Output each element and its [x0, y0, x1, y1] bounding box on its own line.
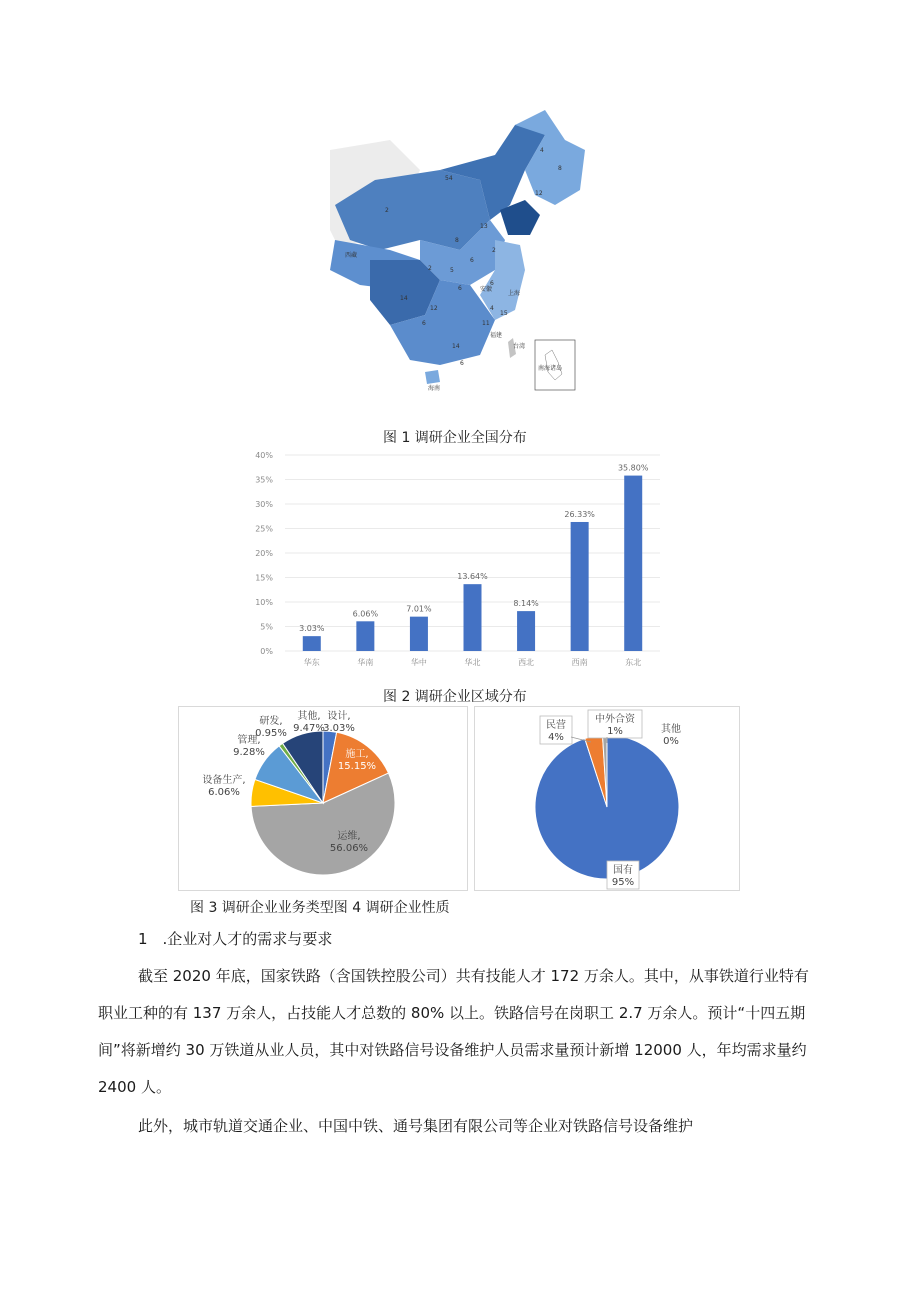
bar: [571, 522, 589, 651]
bar: [464, 584, 482, 651]
y-tick-label: 30%: [255, 500, 273, 509]
figure3-4-caption: 图 3 调研企业业务类型图 4 调研企业性质: [190, 900, 450, 916]
pie-slice-value: 3.03%: [323, 723, 355, 734]
paragraph-line: 职业工种的有 137 万余人，占技能人才总数的 80% 以上。铁路信号在岗职工 2.7 万余人。预计“十四五期: [98, 1004, 806, 1022]
pie-slice-value: 1%: [607, 726, 623, 737]
bar: [624, 476, 642, 651]
pie-slice-label: 其他: [661, 724, 681, 735]
pie-slice-value: 9.47%: [293, 723, 325, 734]
map-value-label: 6: [470, 257, 474, 264]
bar-value-label: 3.03%: [299, 624, 325, 634]
bar-value-label: 26.33%: [564, 509, 595, 519]
pie-slice-value: 0.95%: [255, 728, 287, 739]
map-value-label: 8: [455, 237, 459, 244]
bar: [303, 636, 321, 651]
y-tick-label: 35%: [255, 475, 273, 485]
map-value-label: 4: [490, 305, 494, 312]
paragraph-line: 截至 2020 年底，国家铁路（含国铁控股公司）共有技能人才 172 万余人。其中，从事铁道行业特有: [138, 967, 809, 985]
map-region-hainan: [425, 370, 440, 384]
y-tick-label: 0%: [260, 647, 273, 656]
pie-slice-label: 设备生产,: [202, 775, 246, 786]
pie-slice-label: 管理,: [237, 735, 261, 746]
figure4-frame: [474, 706, 740, 891]
enterprise-nature-pie-chart: [475, 707, 739, 890]
x-category-label: 华南: [357, 658, 374, 667]
pie-slice-value: 56.06%: [329, 843, 369, 854]
map-value-label: 14: [400, 295, 408, 302]
map-value-label: 5: [450, 267, 454, 274]
pie-slice-value: 95%: [611, 877, 635, 888]
pie-slice-value: 4%: [548, 732, 564, 743]
map-value-label: 2: [492, 247, 496, 254]
x-category-label: 西南: [571, 658, 588, 667]
pie-slice-label: 设计,: [327, 711, 351, 722]
map-value-label: 6: [422, 320, 426, 327]
figure3-frame: [178, 706, 468, 891]
pie-slice-label: 研发,: [259, 716, 283, 727]
bar-value-label: 8.14%: [513, 599, 539, 609]
pie-slice-value: 6.06%: [208, 787, 240, 798]
map-place-label: 福建: [490, 332, 503, 339]
x-category-label: 华东: [303, 658, 320, 667]
china-distribution-map: [330, 110, 590, 400]
map-value-label: 2: [385, 207, 389, 214]
x-category-label: 华北: [464, 658, 481, 667]
paragraph-line: 此外，城市轨道交通企业、中国中铁、通号集团有限公司等企业对铁路信号设备维护: [138, 1117, 694, 1135]
x-category-label: 华中: [410, 658, 427, 667]
y-tick-label: 40%: [255, 451, 273, 460]
y-tick-label: 5%: [260, 622, 273, 632]
bar-value-label: 13.64%: [457, 572, 488, 582]
pie-slice-label: 施工,: [345, 749, 369, 760]
map-place-label: 台湾: [513, 343, 526, 350]
section-heading: 1 .企业对人才的需求与要求: [138, 930, 333, 948]
map-value-label: 4: [540, 147, 544, 154]
map-value-label: 54: [445, 175, 453, 182]
y-tick-label: 25%: [255, 524, 273, 534]
map-place-label: 南海诸岛: [538, 365, 563, 372]
map-value-label: 2: [428, 265, 432, 272]
map-value-label: 12: [535, 190, 543, 197]
x-category-label: 西北: [518, 658, 535, 667]
bar-value-label: 6.06%: [352, 609, 379, 619]
map-value-label: 15: [500, 310, 508, 317]
map-value-label: 6: [460, 360, 464, 367]
pie-slice-label: 民营: [546, 720, 566, 731]
y-tick-label: 20%: [255, 549, 273, 558]
pie-slice-value: 0%: [663, 736, 679, 747]
map-value-label: 13: [480, 223, 488, 230]
pie-slice-label: 其他,: [297, 711, 321, 722]
bar: [410, 617, 428, 651]
map-value-label: 12: [430, 305, 438, 312]
map-place-label: 安徽: [480, 286, 493, 293]
map-place-label: 上海: [508, 290, 521, 297]
pie-slice-label: 运维,: [337, 831, 361, 842]
map-place-label: 西藏: [345, 252, 358, 259]
bar: [356, 621, 374, 651]
figure2-caption: 图 2 调研企业区域分布: [383, 689, 527, 705]
y-tick-label: 10%: [255, 598, 273, 607]
region-bar-chart: [250, 447, 670, 672]
map-value-label: 11: [482, 320, 490, 327]
map-value-label: 8: [558, 165, 562, 172]
paragraph-line: 间”将新增约 30 万铁道从业人员，其中对铁路信号设备维护人员需求量预计新增 12000 人，年均需求量约: [98, 1041, 807, 1059]
pie-slice-label: 中外合资: [595, 714, 635, 725]
pie-slice-label: 国有: [613, 865, 633, 876]
figure1-caption: 图 1 调研企业全国分布: [383, 430, 527, 446]
map-value-label: 6: [458, 285, 462, 292]
bar-value-label: 35.80%: [617, 463, 649, 473]
map-place-label: 海南: [428, 385, 441, 392]
map-value-label: 14: [452, 343, 460, 350]
pie-slice-value: 15.15%: [337, 761, 377, 772]
map-value-label: 6: [490, 280, 494, 287]
bar-value-label: 7.01%: [406, 604, 432, 614]
pie-slice-value: 9.28%: [233, 747, 265, 758]
x-category-label: 东北: [625, 658, 642, 667]
business-type-pie-chart: [179, 707, 467, 890]
bar: [517, 611, 535, 651]
paragraph-line: 2400 人。: [98, 1078, 171, 1096]
y-tick-label: 15%: [255, 573, 273, 583]
